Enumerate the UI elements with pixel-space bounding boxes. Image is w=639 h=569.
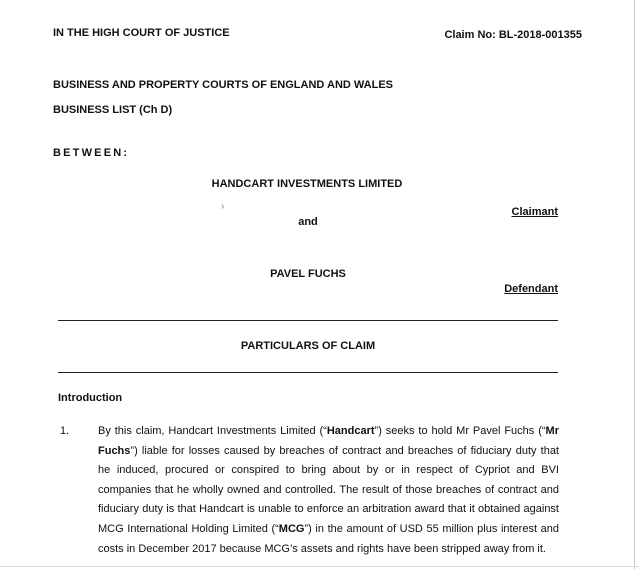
and-separator: and bbox=[298, 216, 318, 228]
para-text: By this claim, Handcart Investments Limited (“ bbox=[98, 425, 327, 437]
scan-mark-icon: › bbox=[221, 201, 225, 212]
claimant-name: HANDCART INVESTMENTS LIMITED bbox=[211, 178, 403, 190]
between-heading: BETWEEN: bbox=[53, 147, 130, 159]
section-heading: Introduction bbox=[58, 392, 123, 404]
courts-division: BUSINESS AND PROPERTY COURTS OF ENGLAND AND WALES bbox=[53, 79, 394, 91]
defined-term-handcart: Handcart bbox=[326, 425, 375, 437]
defendant-label: Defendant bbox=[504, 283, 558, 295]
claimant-label: Claimant bbox=[511, 206, 558, 218]
paragraph-1 bbox=[98, 422, 559, 559]
para-text: ”) liable for losses caused by breaches of contract and breaches of fiduciary duty that he induced, procured or conspired to bring about by or in respect of Cypriot and BVI companies that he wholly owned and controlled. The result of those breaches of contract and fiduciary duty is that Handcart is unable to enforce an arbitration award that it obtained against MCG International Holding Limited (“ bbox=[98, 444, 559, 535]
defined-term-mcg: MCG bbox=[278, 522, 305, 535]
para-text: ”) in the amount of USD 55 million plus interest and costs in December 2017 because MCG’s assets and rights have been stripped away from it. bbox=[98, 522, 559, 555]
defined-term-mr-fuchs: Mr Fuchs bbox=[98, 425, 559, 457]
title-rule-bottom bbox=[58, 372, 558, 373]
court-name: IN THE HIGH COURT OF JUSTICE bbox=[53, 27, 230, 39]
claim-number: Claim No: BL-2018-001355 bbox=[444, 29, 582, 41]
document-title: PARTICULARS OF CLAIM bbox=[240, 340, 376, 352]
defendant-name: PAVEL FUCHS bbox=[270, 268, 346, 280]
title-rule-top bbox=[58, 320, 558, 321]
business-list: BUSINESS LIST (Ch D) bbox=[53, 104, 173, 116]
scan-edge-bottom bbox=[0, 566, 639, 567]
para-text: ”) seeks to hold Mr Pavel Fuchs (“ bbox=[374, 425, 546, 437]
scan-edge-right bbox=[634, 0, 635, 569]
paragraph-number: 1. bbox=[60, 425, 70, 437]
